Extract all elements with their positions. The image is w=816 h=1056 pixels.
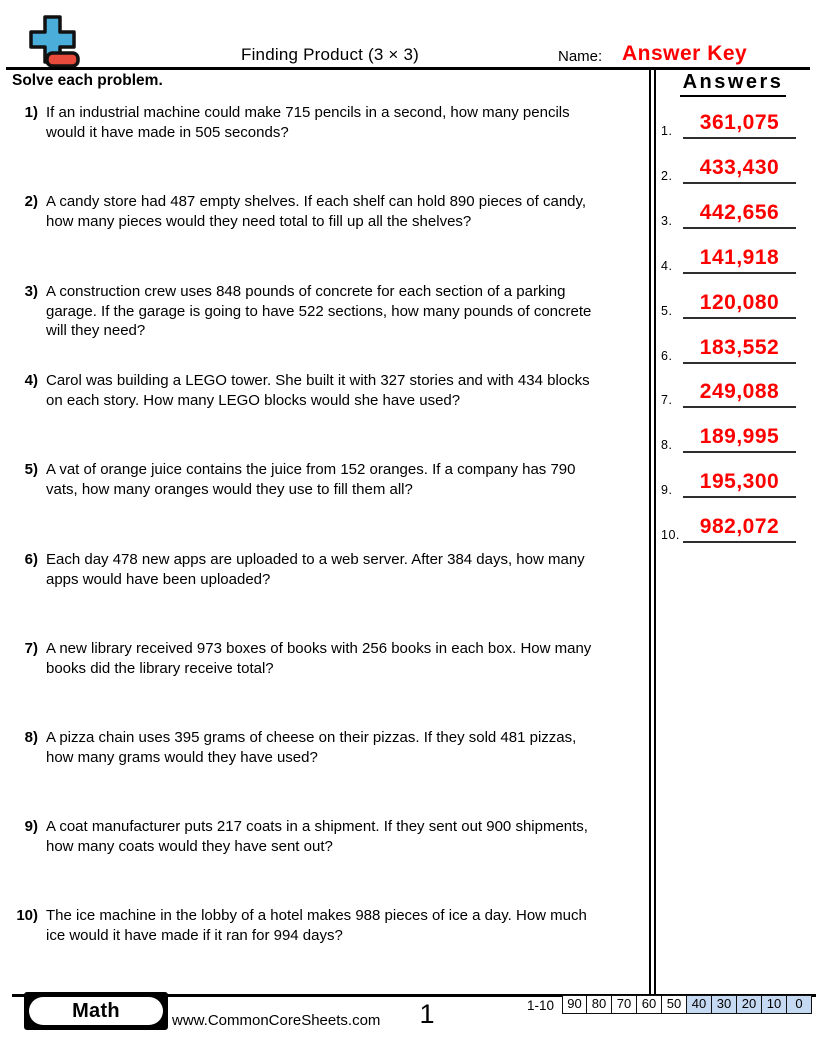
problem-number: 7) (24, 640, 38, 657)
answer-index: 3. (661, 214, 673, 228)
answer-index: 10. (661, 528, 680, 542)
problem-item-5 (0, 460, 648, 499)
answer-index: 6. (661, 349, 673, 363)
score-cell: 40 (687, 995, 712, 1014)
problem-text: A vat of orange juice contains the juice from 152 oranges. If a company has 790 vats, how many oranges would they use to fill them all? (46, 461, 576, 498)
score-cell: 10 (762, 995, 787, 1014)
problem-text: Each day 478 new apps are uploaded to a web server. After 384 days, how many apps would have been uploaded? (46, 551, 585, 588)
score-table (562, 995, 812, 1014)
answer-row-4 (656, 239, 810, 274)
score-range-label: 1-10 (527, 998, 555, 1013)
worksheet-title: Finding Product (3 × 3) (241, 45, 419, 64)
problem-number: 4) (24, 372, 38, 389)
problem-number: 8) (24, 729, 38, 746)
answer-index: 1. (661, 124, 673, 138)
problem-number: 9) (24, 818, 38, 835)
problem-text: A pizza chain uses 395 grams of cheese on their pizzas. If they sold 481 pizzas, how many grams would they have used? (46, 729, 577, 766)
answer-value: 249,088 (683, 373, 796, 408)
answer-value: 141,918 (683, 239, 796, 274)
problem-number: 10) (16, 907, 38, 924)
answer-index: 9. (661, 483, 673, 497)
answer-row-1 (656, 104, 810, 139)
problem-number: 5) (24, 461, 38, 478)
problem-item-8 (0, 728, 648, 767)
answer-index: 7. (661, 393, 673, 407)
header-divider (6, 67, 810, 70)
problem-item-7 (0, 639, 648, 678)
instructions-text: Solve each problem. (12, 72, 163, 89)
answer-row-10 (656, 508, 810, 543)
answer-value: 189,995 (683, 418, 796, 453)
answer-value: 442,656 (683, 194, 796, 229)
score-cell: 90 (562, 995, 587, 1014)
problem-item-6 (0, 550, 648, 589)
answer-index: 5. (661, 304, 673, 318)
answer-row-6 (656, 329, 810, 364)
score-cell: 20 (737, 995, 762, 1014)
answers-header (656, 71, 810, 97)
answer-value: 433,430 (683, 149, 796, 184)
answers-column-divider (649, 70, 656, 995)
answer-value: 361,075 (683, 104, 796, 139)
subject-label: Math (29, 997, 163, 1025)
answers-title: Answers (680, 71, 787, 97)
answer-row-8 (656, 418, 810, 453)
website-url: www.CommonCoreSheets.com (172, 1012, 381, 1029)
answer-row-3 (656, 194, 810, 229)
answer-index: 8. (661, 438, 673, 452)
problem-text: A construction crew uses 848 pounds of concrete for each section of a parking garage. If the garage is going to have 522 sections, how many pounds of concrete will they need? (46, 283, 592, 339)
problem-text: A candy store had 487 empty shelves. If each shelf can hold 890 pieces of candy, how many pieces would they need total to fill up all the shelves? (46, 193, 587, 230)
problem-text: If an industrial machine could make 715 pencils in a second, how many pencils would it have made in 505 seconds? (46, 104, 570, 141)
answer-row-7 (656, 373, 810, 408)
name-label: Name: (558, 48, 603, 65)
problem-item-1 (0, 103, 648, 142)
score-cell: 0 (787, 995, 812, 1014)
problem-text: A new library received 973 boxes of books with 256 books in each box. How many books did the library receive total? (46, 640, 592, 677)
problem-text: The ice machine in the lobby of a hotel makes 988 pieces of ice a day. How much ice would it have made if it ran for 994 days? (46, 907, 587, 944)
problem-item-4 (0, 371, 648, 410)
answer-value: 120,080 (683, 284, 796, 319)
problem-text: A coat manufacturer puts 217 coats in a shipment. If they sent out 900 shipments, how many coats would they have sent out? (46, 818, 588, 855)
problem-number: 2) (24, 193, 38, 210)
problem-text: Carol was building a LEGO tower. She built it with 327 stories and with 434 blocks on each story. How many LEGO blocks would she have used? (46, 372, 590, 409)
answer-index: 4. (661, 259, 673, 273)
answer-value: 195,300 (683, 463, 796, 498)
problem-item-9 (0, 817, 648, 856)
answer-value: 982,072 (683, 508, 796, 543)
page-number: 1 (419, 999, 435, 1029)
score-cell: 60 (637, 995, 662, 1014)
problem-item-10 (0, 906, 648, 945)
score-cell: 80 (587, 995, 612, 1014)
problem-number: 3) (24, 283, 38, 300)
answer-row-5 (656, 284, 810, 319)
answer-key-text: Answer Key (622, 42, 748, 65)
answer-row-9 (656, 463, 810, 498)
answer-row-2 (656, 149, 810, 184)
score-cell: 50 (662, 995, 687, 1014)
problem-number: 1) (24, 104, 38, 121)
answer-index: 2. (661, 169, 673, 183)
problem-item-3 (0, 282, 648, 341)
problem-item-2 (0, 192, 648, 231)
answer-value: 183,552 (683, 329, 796, 364)
plus-minus-logo-icon (20, 12, 80, 75)
score-cell: 30 (712, 995, 737, 1014)
math-badge (24, 992, 168, 1030)
problem-number: 6) (24, 551, 38, 568)
score-cell: 70 (612, 995, 637, 1014)
